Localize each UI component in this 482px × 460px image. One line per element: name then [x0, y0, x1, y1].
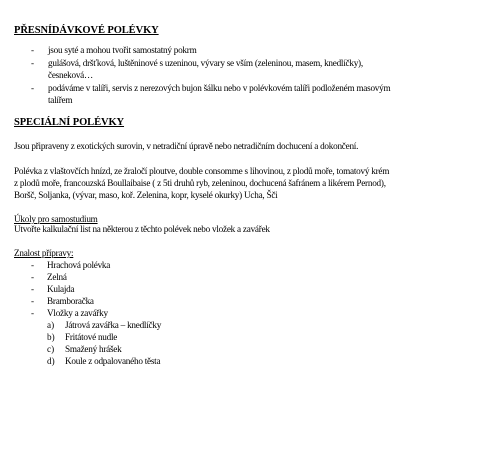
list-item: Vložky a zavářky [47, 308, 108, 318]
sublist-item: Játrová zavářka – knedlíčky [65, 320, 162, 330]
list-item: gulášová, dršťková, luštěninové s uzeninou, vývary se vším (zeleninou, masem, knedlíčky), [48, 58, 363, 68]
list-item: jsou syté a mohou tvořit samostatný pokrm [48, 45, 197, 55]
bullet-dash: - [31, 45, 35, 55]
tasks-text: Utvořte kalkulační list na některou z těchto polévek nebo vložek a zavářek [14, 224, 270, 234]
intro-paragraph: Jsou připraveny z exotických surovin, v netradiční úpravě nebo netradičním dochucení a dokončení. [14, 141, 359, 151]
list-item: Zelná [47, 272, 67, 282]
sublist-marker: c) [47, 344, 55, 354]
bullet-dash: - [31, 284, 35, 294]
sublist-item: Koule z odpalovaného těsta [65, 356, 161, 366]
paragraph-line: z plodů moře, francouzská Boullaibaise ( z 5ti druhů ryb, zeleninou, dochucená šafránem a likérem Pernod), [14, 178, 386, 188]
bullet-dash: - [31, 272, 35, 282]
tasks-title: Úkoly pro samostudium [14, 214, 98, 224]
list-item-continuation: česneková… [48, 70, 93, 80]
sublist-marker: d) [47, 356, 55, 366]
section-heading-specialni: SPECIÁLNÍ POLÉVKY [14, 117, 125, 128]
bullet-dash: - [31, 260, 35, 270]
list-item: Hrachová polévka [47, 260, 111, 270]
sublist-marker: a) [47, 320, 55, 330]
list-item: Kulajda [47, 284, 75, 294]
bullet-dash: - [31, 83, 35, 93]
paragraph-line: Boršč, Soljanka, (vývar, maso, koř. Zelenina, kopr, kyselé okurky) Ucha, Šči [14, 190, 278, 200]
list-item: Bramboračka [47, 296, 94, 306]
list-item: podáváme v talíři, servis z nerezových bujon šálku nebo v polévkovém talíři podloženém masovým [48, 83, 391, 93]
bullet-dash: - [31, 58, 35, 68]
bullet-dash: - [31, 296, 35, 306]
bullet-dash: - [31, 308, 35, 318]
paragraph-line: Polévka z vlaštovčích hnízd, ze žraločí ploutve, double consomme s lihovinou, z plodů moře, tomatový krém [14, 166, 390, 176]
knowledge-title: Znalost přípravy: [14, 248, 74, 258]
sublist-item: Smažený hrášek [65, 344, 122, 354]
list-item-continuation: talířem [48, 95, 73, 105]
section-heading-presnidavkove: PŘESNÍDÁVKOVÉ POLÉVKY [14, 25, 159, 36]
sublist-item: Fritátové nudle [65, 332, 118, 342]
sublist-marker: b) [47, 332, 55, 342]
